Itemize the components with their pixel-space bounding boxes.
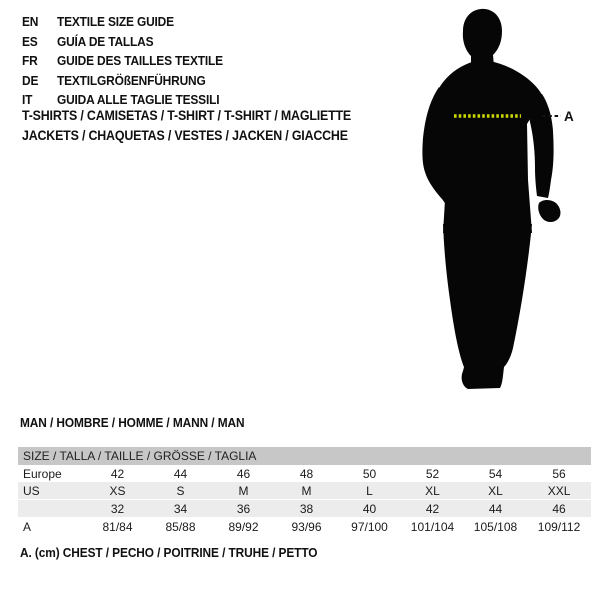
size-table	[18, 447, 591, 535]
category-jackets: JACKETS / CHAQUETAS / VESTES / JACKEN / GIACCHE	[22, 127, 348, 143]
language-code: FR	[22, 53, 38, 69]
table-cell: 44	[173, 466, 188, 481]
language-code: DE	[22, 72, 39, 88]
language-code: IT	[22, 92, 33, 108]
table-cell: 109/112	[537, 519, 581, 534]
section-title-man: MAN / HOMBRE / HOMME / MANN / MAN	[20, 416, 245, 430]
table-cell: 40	[338, 500, 401, 518]
table-cell: M	[275, 482, 338, 500]
row-label: US	[18, 482, 86, 500]
table-cell: 32	[86, 500, 149, 518]
silhouette-right-hand	[538, 200, 560, 222]
man-silhouette-figure	[400, 0, 600, 400]
table-cell: 105/108	[473, 519, 518, 534]
table-row-us	[18, 482, 591, 500]
measurement-footnote: A. (cm) CHEST / PECHO / POITRINE / TRUHE / PETTO	[20, 546, 318, 560]
table-row-us-numeric	[18, 500, 591, 518]
language-label: GUIDA ALLE TAGLIE TESSILI	[56, 92, 220, 108]
table-cell: 50	[362, 466, 377, 481]
size-table-header: SIZE / TALLA / TAILLE / GRÖSSE / TAGLIA	[18, 447, 591, 465]
measure-label-a: A	[564, 109, 574, 124]
language-label: TEXTILE SIZE GUIDE	[56, 14, 174, 30]
language-row-es	[22, 32, 223, 52]
table-cell: 89/92	[228, 519, 259, 534]
silhouette-right-arm	[529, 94, 553, 198]
table-cell: 42	[401, 500, 464, 518]
table-row-europe	[18, 465, 591, 482]
category-tshirts: T-SHIRTS / CAMISETAS / T-SHIRT / T-SHIRT / MAGLIETTE	[22, 108, 352, 123]
table-cell: 48	[299, 466, 314, 481]
row-label	[18, 500, 86, 518]
table-row-chest-cm	[18, 518, 591, 536]
table-cell: M	[212, 482, 275, 500]
table-cell: S	[149, 482, 212, 500]
table-cell: 44	[464, 500, 527, 518]
table-cell: 101/104	[410, 519, 455, 534]
row-label: Europe	[23, 466, 62, 481]
row-label: A	[23, 519, 32, 534]
language-row-en	[22, 12, 223, 32]
language-label: GUIDE DES TAILLES TEXTILE	[56, 53, 223, 69]
language-code: EN	[22, 14, 39, 30]
table-cell: 85/88	[165, 519, 196, 534]
silhouette-legs	[443, 224, 532, 389]
table-cell: 42	[110, 466, 125, 481]
language-list	[22, 12, 223, 110]
language-code: ES	[22, 33, 38, 49]
table-cell: 36	[212, 500, 275, 518]
table-cell: XL	[464, 482, 527, 500]
table-cell: XS	[86, 482, 149, 500]
table-cell: 54	[488, 466, 503, 481]
table-cell: 56	[552, 466, 566, 481]
table-cell: XXL	[527, 482, 591, 500]
category-list	[22, 106, 351, 145]
man-silhouette	[422, 9, 560, 389]
silhouette-head	[463, 9, 502, 66]
table-cell: 81/84	[102, 519, 133, 534]
language-label: GUÍA DE TALLAS	[56, 33, 154, 49]
table-cell: 52	[425, 466, 440, 481]
table-cell: 34	[149, 500, 212, 518]
language-row-fr	[22, 51, 223, 71]
table-cell: 46	[236, 466, 251, 481]
table-cell: XL	[401, 482, 464, 500]
table-cell: 93/96	[291, 519, 322, 534]
table-cell: 46	[527, 500, 591, 518]
table-cell: 97/100	[351, 519, 388, 534]
language-row-de	[22, 71, 223, 91]
language-label: TEXTILGRÖßENFÜHRUNG	[56, 72, 206, 88]
size-table-header-row	[18, 447, 591, 465]
table-cell: 38	[275, 500, 338, 518]
table-cell: L	[338, 482, 401, 500]
